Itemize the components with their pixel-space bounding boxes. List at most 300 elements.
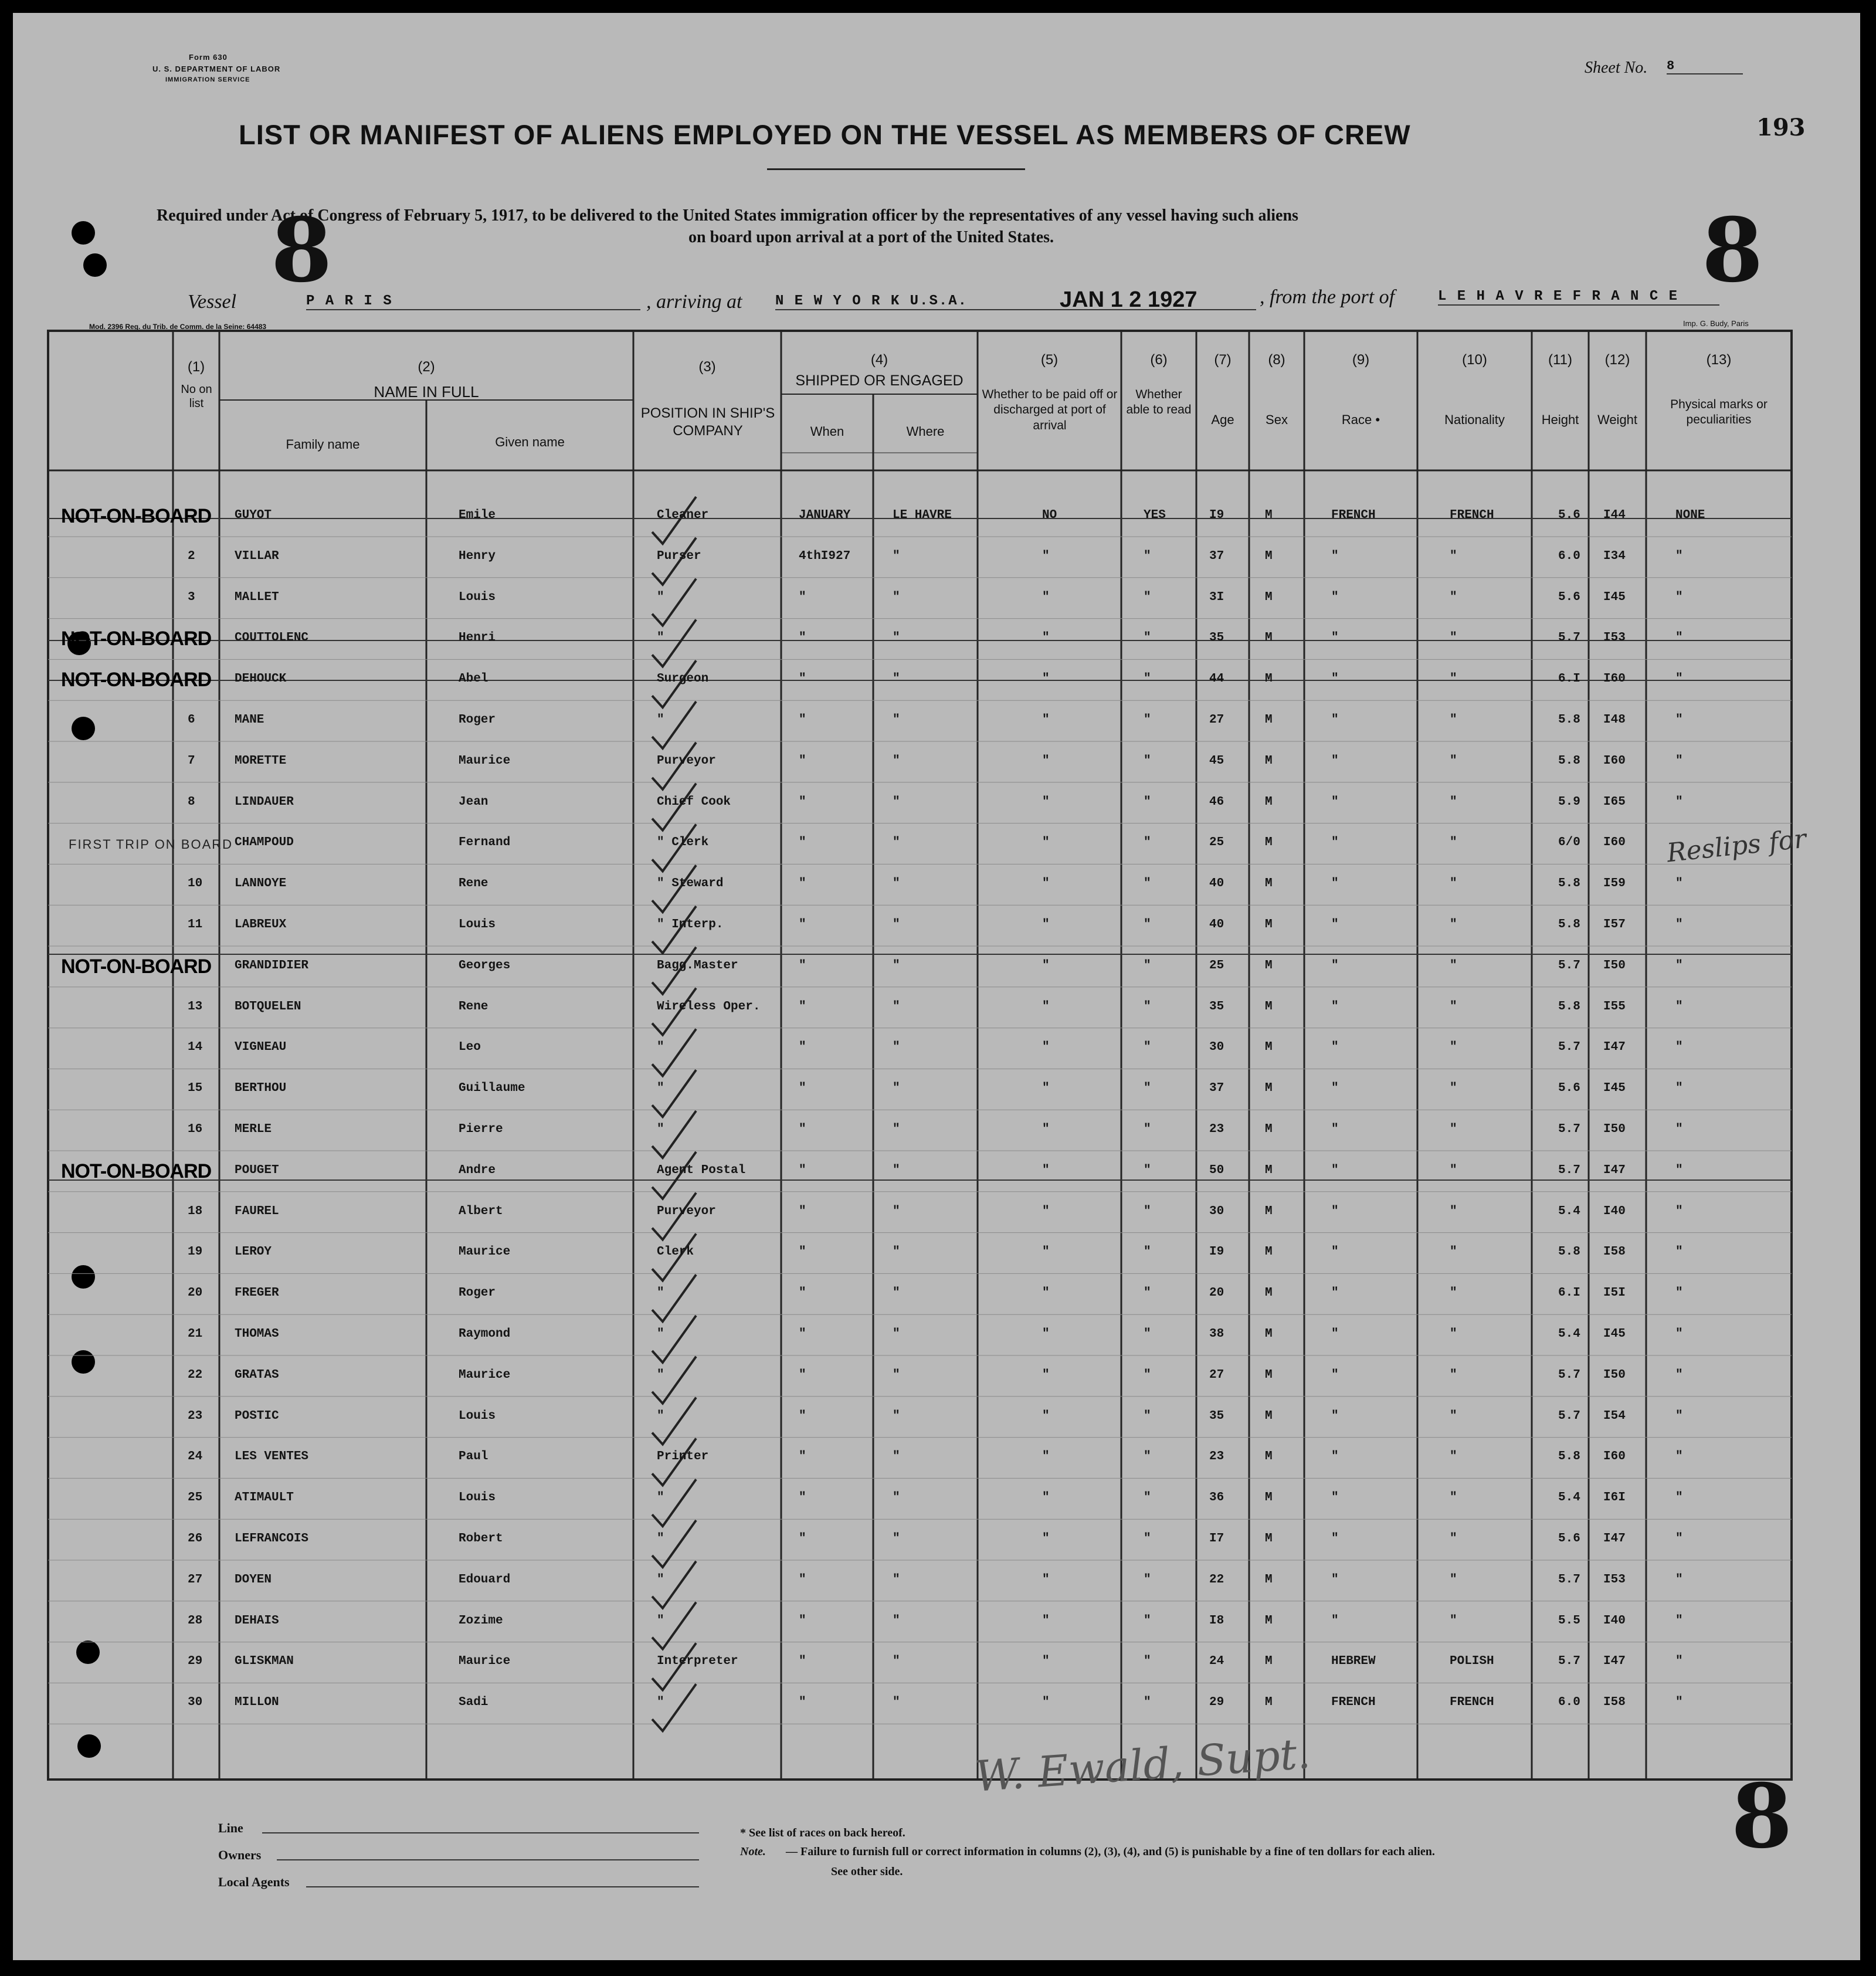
cell-position: " [657,1491,664,1505]
cell-physical-marks: " [1675,1409,1683,1423]
cell-able-to-read: " [1144,672,1151,686]
cell-height: 5.6 [1558,509,1580,522]
sheet-marker: 8 [271,199,333,302]
cell-nationality: " [1450,1491,1457,1505]
cell-given-name: Emile [459,509,496,522]
cell-given-name: Rene [459,999,488,1014]
cell-physical-marks: " [1675,590,1683,604]
cell-physical-marks: " [1675,1204,1683,1218]
cell-height: 5.8 [1558,713,1580,727]
cell-height: 5.6 [1558,1532,1580,1545]
cell-sex: M [1265,958,1273,972]
cell-height: 6.I [1558,672,1580,686]
cell-sex: M [1265,1614,1273,1628]
cell-able-to-read: " [1144,918,1151,931]
col11-label: Height [1541,412,1579,427]
cell-family-name: COUTTOLENC [235,631,309,645]
cell-weight: I47 [1603,1040,1626,1055]
cell-weight: I54 [1603,1409,1626,1423]
cell-family-name: GRATAS [235,1368,279,1382]
cell-family-name: CHAMPOUD [235,836,294,850]
cell-paid-off: " [1042,877,1050,891]
cell-sex: M [1265,1696,1273,1710]
cell-given-name: Guillaume [459,1082,525,1096]
cell-shipped-when: " [799,958,806,972]
cell-paid-off: " [1042,1572,1050,1587]
cell-given-name: Maurice [459,754,511,768]
cell-height: 5.7 [1558,1409,1580,1423]
cell-paid-off: " [1042,1450,1050,1464]
col9-number: (9) [1352,352,1370,368]
status-stamp: NOT-ON-BOARD [61,669,212,692]
status-stamp: NOT-ON-BOARD [61,505,212,527]
cell-position: " [657,1696,664,1710]
cell-family-name: MALLET [235,590,279,604]
cell-physical-marks: " [1675,672,1683,686]
cell-shipped-when: " [799,1409,806,1423]
cell-paid-off: " [1042,754,1050,768]
cell-height: 6/0 [1558,836,1580,850]
cell-row-number: 16 [188,1123,203,1136]
cell-nationality: " [1450,713,1457,727]
cell-shipped-where: " [893,754,900,768]
cell-shipped-where: " [893,1409,900,1423]
cell-paid-off: " [1042,1082,1050,1096]
cell-paid-off: " [1042,836,1050,850]
local-agents-label: Local Agents [218,1875,290,1889]
cell-height: 5.7 [1558,1368,1580,1382]
cell-weight: I55 [1603,999,1626,1014]
cell-row-number: 6 [188,713,195,727]
cell-nationality: " [1450,1450,1457,1464]
cell-weight: I47 [1603,1655,1626,1669]
cell-shipped-when: " [799,836,806,850]
cell-weight: I58 [1603,1245,1626,1259]
cell-height: 5.7 [1558,1040,1580,1055]
cell-sex: M [1265,1655,1273,1669]
col5-label: Whether to be paid off or discharged at port of arrival [982,388,1118,432]
cell-family-name: BERTHOU [235,1082,287,1096]
cell-height: 5.4 [1558,1204,1580,1218]
cell-paid-off: " [1042,1655,1050,1669]
cell-shipped-when: " [799,918,806,931]
cell-able-to-read: " [1144,1368,1151,1382]
cell-able-to-read: " [1144,1327,1151,1341]
cell-nationality: " [1450,1163,1457,1177]
cell-shipped-when: JANUARY [799,509,851,522]
cell-race: " [1331,958,1339,972]
cell-height: 5.8 [1558,1450,1580,1464]
cell-sex: M [1265,1245,1273,1259]
cell-family-name: LABREUX [235,918,287,931]
cell-age: 40 [1209,918,1224,931]
cell-family-name: POUGET [235,1163,279,1177]
cell-shipped-where: " [893,1696,900,1710]
cell-nationality: " [1450,999,1457,1014]
cell-family-name: DEHAIS [235,1614,279,1628]
cell-position: Printer [657,1450,709,1464]
cell-family-name: GLISKMAN [235,1655,294,1669]
cell-age: 35 [1209,631,1224,645]
cell-shipped-when: " [799,1614,806,1628]
page-title: LIST OR MANIFEST OF ALIENS EMPLOYED ON THE VESSEL AS MEMBERS OF CREW [239,119,1411,150]
cell-position: " [657,1327,664,1341]
cell-age: 3I [1209,590,1224,604]
cell-weight: I40 [1603,1204,1626,1218]
cell-nationality: " [1450,631,1457,645]
cell-position: " [657,1082,664,1096]
cell-sex: M [1265,1286,1273,1300]
cell-paid-off: " [1042,1532,1050,1545]
cell-height: 5.7 [1558,958,1580,972]
cell-physical-marks: " [1675,754,1683,768]
cell-position: " [657,713,664,727]
cell-paid-off: " [1042,549,1050,563]
cell-shipped-where: " [893,713,900,727]
cell-position: " [657,1532,664,1545]
col5-number: (5) [1040,352,1059,368]
sheet-marker: 8 [1702,199,1763,302]
cell-row-number: 21 [188,1327,203,1341]
cell-physical-marks: " [1675,795,1683,809]
cell-position: Bagg.Master [657,958,738,972]
cell-position: Clerk [657,1245,694,1259]
cell-height: 5.6 [1558,1082,1580,1096]
col3-label: POSITION IN SHIP'S COMPANY [640,405,775,439]
cell-shipped-when: " [799,1368,806,1382]
arriving-label: , arriving at [646,291,742,313]
cell-sex: M [1265,1163,1273,1177]
note-text: — Failure to furnish full or correct information in columns (2), (3), (4), and (5) is punishable by a fine of ten dollars for each alien. [786,1845,1435,1858]
cell-race: " [1331,795,1339,809]
signature: W. Ewald, Supt. [973,1728,1312,1801]
cell-paid-off: " [1042,1286,1050,1300]
cell-given-name: Henry [459,549,496,563]
cell-sex: M [1265,1491,1273,1505]
cell-race: " [1331,1532,1339,1545]
cell-race: " [1331,1040,1339,1055]
col13-number: (13) [1706,352,1732,368]
cell-sex: M [1265,1572,1273,1587]
cell-paid-off: " [1042,999,1050,1014]
cell-shipped-where: " [893,958,900,972]
cell-paid-off: NO [1042,509,1057,522]
cell-shipped-where: " [893,1491,900,1505]
cell-able-to-read: " [1144,1245,1151,1259]
cell-weight: I47 [1603,1532,1626,1545]
cell-sex: M [1265,1082,1273,1096]
cell-physical-marks: " [1675,1450,1683,1464]
cell-age: 35 [1209,999,1224,1014]
cell-race: HEBREW [1331,1655,1376,1669]
cell-row-number: 2 [188,549,195,563]
cell-shipped-when: " [799,1123,806,1136]
cell-age: 22 [1209,1572,1224,1587]
cell-age: 37 [1209,1082,1224,1096]
cell-sex: M [1265,918,1273,931]
cell-position: Purveyor [657,1204,716,1218]
owners-label: Owners [218,1848,262,1862]
cell-family-name: DEHOUCK [235,672,287,686]
cell-given-name: Albert [459,1204,503,1218]
cell-physical-marks: " [1675,1286,1683,1300]
cell-able-to-read: " [1144,1163,1151,1177]
cell-shipped-where: " [893,836,900,850]
cell-sex: M [1265,549,1273,563]
cell-given-name: Andre [459,1163,496,1177]
cell-physical-marks: " [1675,1655,1683,1669]
col10-label: Nationality [1444,412,1505,427]
cell-row-number: 27 [188,1572,203,1587]
cell-given-name: Louis [459,1491,496,1505]
cell-position: " [657,1040,664,1055]
cell-row-number: 29 [188,1655,203,1669]
cell-age: 44 [1209,672,1224,686]
cell-nationality: " [1450,549,1457,563]
cell-sex: M [1265,713,1273,727]
cell-physical-marks: " [1675,1163,1683,1177]
manifest-sheet [13,13,1860,1960]
cell-race: " [1331,1286,1339,1300]
cell-shipped-when: " [799,590,806,604]
cell-family-name: FREGER [235,1286,279,1300]
cell-shipped-where: " [893,631,900,645]
cell-given-name: Georges [459,958,511,972]
subtitle-line-1: Required under Act of Congress of February 5, 1917, to be delivered to the United States immigration officer by the representatives of any vessel having such aliens [157,206,1298,225]
cell-row-number: 26 [188,1532,203,1545]
cell-physical-marks: " [1675,1572,1683,1587]
cell-able-to-read: YES [1144,509,1166,522]
cell-position: " [657,1286,664,1300]
cell-height: 5.8 [1558,918,1580,931]
cell-sex: M [1265,1204,1273,1218]
handwritten-note: Reslips for [1665,823,1808,869]
col2-family-label: Family name [286,437,360,452]
cell-age: I8 [1209,1614,1224,1628]
cell-paid-off: " [1042,1614,1050,1628]
cell-nationality: " [1450,877,1457,891]
cell-sex: M [1265,877,1273,891]
cell-family-name: LEFRANCOIS [235,1532,309,1545]
cell-shipped-where: " [893,549,900,563]
cell-able-to-read: " [1144,1123,1151,1136]
cell-able-to-read: " [1144,958,1151,972]
cell-able-to-read: " [1144,1572,1151,1587]
cell-shipped-when: " [799,1696,806,1710]
cell-able-to-read: " [1144,590,1151,604]
col4-where-label: Where [906,424,945,439]
cell-height: 5.7 [1558,1572,1580,1587]
cell-age: 23 [1209,1123,1224,1136]
cell-age: 35 [1209,1409,1224,1423]
cell-nationality: " [1450,754,1457,768]
cell-given-name: Sadi [459,1696,488,1710]
cell-able-to-read: " [1144,713,1151,727]
cell-age: 30 [1209,1204,1224,1218]
cell-given-name: Roger [459,713,496,727]
cell-family-name: LANNOYE [235,877,287,891]
col8-label: Sex [1266,412,1288,427]
cell-nationality: FRENCH [1450,509,1494,522]
cell-age: 20 [1209,1286,1224,1300]
cell-age: 30 [1209,1040,1224,1055]
cell-sex: M [1265,672,1273,686]
cell-row-number: 8 [188,795,195,809]
cell-shipped-where: " [893,1614,900,1628]
cell-given-name: Henri [459,631,496,645]
cell-position: " [657,1368,664,1382]
cell-height: 6.0 [1558,549,1580,563]
cell-race: " [1331,1409,1339,1423]
cell-sex: M [1265,1040,1273,1055]
cell-position: " [657,631,664,645]
local-agents-field [306,1886,699,1887]
cell-position: " Steward [657,877,724,891]
cell-shipped-where: " [893,1163,900,1177]
cell-age: 40 [1209,877,1224,891]
cell-able-to-read: " [1144,754,1151,768]
cell-able-to-read: " [1144,549,1151,563]
cell-row-number: 19 [188,1245,203,1259]
cell-paid-off: " [1042,1040,1050,1055]
cell-family-name: DOYEN [235,1572,272,1587]
cell-shipped-where: " [893,1204,900,1218]
cell-weight: I57 [1603,918,1626,931]
cell-family-name: LES VENTES [235,1450,309,1464]
cell-shipped-when: " [799,1286,806,1300]
cell-paid-off: " [1042,1368,1050,1382]
cell-family-name: MERLE [235,1123,272,1136]
cell-shipped-when: " [799,1163,806,1177]
cell-shipped-when: " [799,1491,806,1505]
cell-row-number: 7 [188,754,195,768]
cell-weight: I65 [1603,795,1626,809]
cell-height: 6.0 [1558,1696,1580,1710]
cell-age: I9 [1209,509,1224,522]
cell-able-to-read: " [1144,1286,1151,1300]
cell-able-to-read: " [1144,999,1151,1014]
from-port-label: , from the port of [1260,286,1395,308]
owners-field [277,1859,699,1860]
cell-physical-marks: " [1675,1491,1683,1505]
col10-number: (10) [1462,352,1487,368]
cell-given-name: Edouard [459,1572,511,1587]
cell-family-name: MORETTE [235,754,287,768]
cell-sex: M [1265,1409,1273,1423]
cell-able-to-read: " [1144,1491,1151,1505]
cell-age: 36 [1209,1491,1224,1505]
col13-label: Physical marks or peculiarities [1670,398,1768,427]
cell-row-number: 13 [188,999,203,1014]
cell-shipped-when: " [799,795,806,809]
cell-height: 5.7 [1558,1123,1580,1136]
cell-row-number: 10 [188,877,203,891]
cell-physical-marks: " [1675,877,1683,891]
cell-paid-off: " [1042,590,1050,604]
cell-given-name: Roger [459,1286,496,1300]
cell-height: 5.7 [1558,631,1580,645]
cell-shipped-when: " [799,713,806,727]
col7-label: Age [1211,412,1234,427]
cell-race: " [1331,672,1339,686]
cell-shipped-when: 4thI927 [799,549,851,563]
cell-shipped-where: " [893,1123,900,1136]
cell-family-name: GRANDIDIER [235,958,309,972]
races-note: * See list of races on back hereof. [740,1826,905,1839]
arrival-date-stamp: JAN 1 2 1927 [1060,287,1197,312]
cell-sex: M [1265,836,1273,850]
cell-position: Wireless Oper. [657,999,761,1014]
cell-nationality: " [1450,836,1457,850]
sheet-number: 8 [1667,59,1743,74]
cell-able-to-read: " [1144,1204,1151,1218]
cell-race: " [1331,1572,1339,1587]
cell-race: " [1331,1123,1339,1136]
cell-row-number: 3 [188,590,195,604]
cell-row-number: 11 [188,918,203,931]
cell-given-name: Louis [459,590,496,604]
cell-height: 5.8 [1558,999,1580,1014]
cell-given-name: Louis [459,1409,496,1423]
cell-height: 5.8 [1558,1245,1580,1259]
cell-given-name: Robert [459,1532,503,1545]
cell-nationality: " [1450,1040,1457,1055]
col2-given-label: Given name [495,435,565,449]
cell-given-name: Zozime [459,1614,503,1628]
status-stamp: NOT-ON-BOARD [61,955,212,978]
cell-nationality: POLISH [1450,1655,1494,1669]
cell-race: " [1331,1614,1339,1628]
cell-sex: M [1265,1123,1273,1136]
cell-physical-marks: " [1675,918,1683,931]
cell-weight: I45 [1603,1082,1626,1096]
form-number: Form 630 [189,53,228,62]
cell-shipped-where: " [893,1572,900,1587]
col8-number: (8) [1268,352,1285,368]
cell-given-name: Pierre [459,1123,503,1136]
cell-paid-off: " [1042,1204,1050,1218]
manifest-rows [13,13,1860,1960]
cell-shipped-where: " [893,1450,900,1464]
cell-race: " [1331,713,1339,727]
cell-physical-marks: " [1675,958,1683,972]
vessel-label: Vessel [188,291,237,313]
note-label: Note. [740,1845,766,1858]
cell-age: 27 [1209,713,1224,727]
cell-weight: I44 [1603,509,1626,522]
vessel-name: P A R I S [306,293,640,310]
cell-race: " [1331,1327,1339,1341]
cell-weight: I53 [1603,631,1626,645]
cell-age: 25 [1209,958,1224,972]
cell-given-name: Paul [459,1450,488,1464]
status-stamp: NOT-ON-BOARD [61,1160,212,1182]
cell-position: " [657,1572,664,1587]
cell-race: " [1331,877,1339,891]
cell-row-number: 24 [188,1450,203,1464]
cell-shipped-when: " [799,1040,806,1055]
cell-position: Interpreter [657,1655,738,1669]
cell-weight: I58 [1603,1696,1626,1710]
cell-height: 5.5 [1558,1614,1580,1628]
cell-position: " [657,1614,664,1628]
cell-family-name: MILLON [235,1696,279,1710]
col4-number: (4) [870,352,888,368]
col6-label: Whether able to read [1126,388,1192,417]
cell-given-name: Maurice [459,1655,511,1669]
cell-shipped-where: " [893,877,900,891]
cell-nationality: " [1450,1245,1457,1259]
